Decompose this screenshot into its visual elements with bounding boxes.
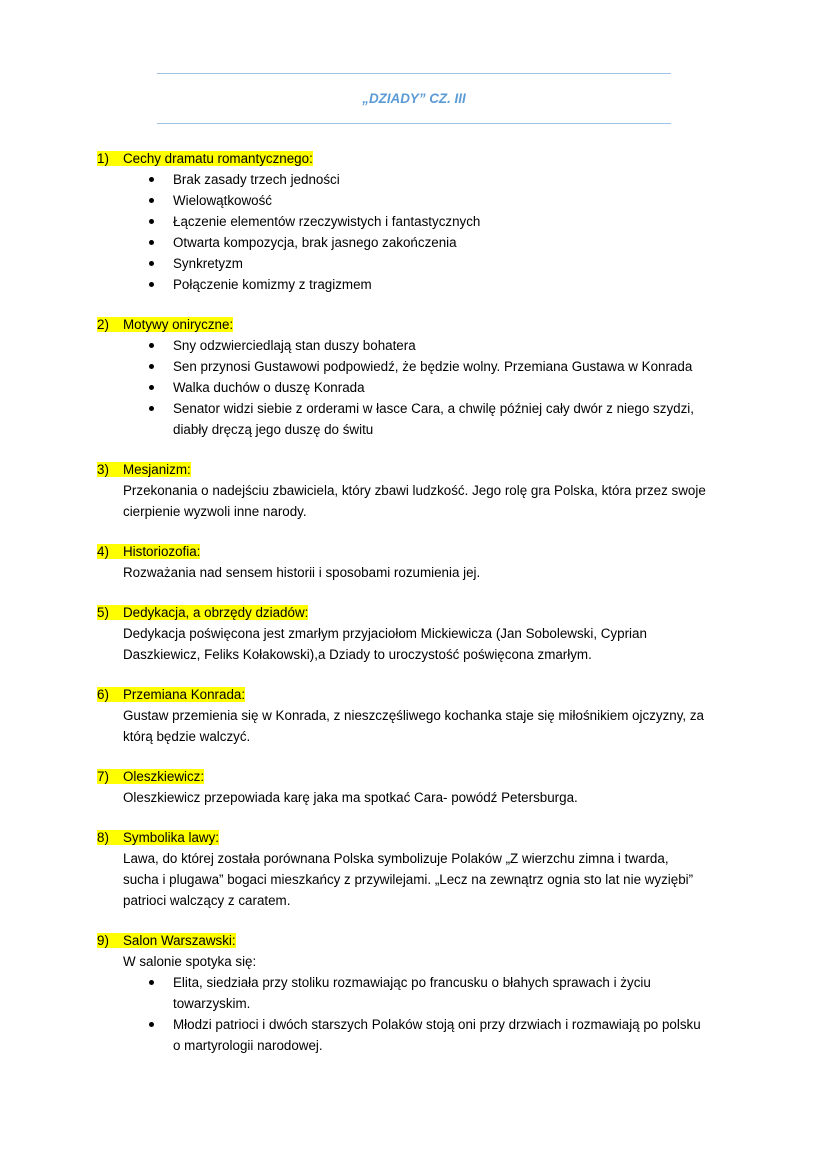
bullet-item: Senator widzi siebie z orderami w łasce Cara, a chwilę później cały dwór z niego szydzi, diabły dręczą jego duszę do świtu (173, 398, 747, 440)
section-heading-highlight (97, 317, 233, 332)
section (97, 148, 747, 295)
section-text-line: patrioci walczący z caratem. (123, 893, 291, 908)
section-heading-highlight (97, 544, 200, 559)
section-heading (97, 314, 747, 335)
section-heading-text: Cechy dramatu romantycznego: (123, 151, 313, 166)
bullet-item: Brak zasady trzech jedności (173, 169, 747, 190)
section (97, 684, 747, 747)
section-number: 3) (97, 462, 109, 477)
section-text-line: Przekonania o nadejściu zbawiciela, który zbawi ludzkość. Jego rolę gra Polska, która przez swoje (123, 483, 706, 498)
section-text-line: Daszkiewicz, Feliks Kołakowski),a Dziady to uroczystość poświęcona zmarłym. (123, 647, 592, 662)
title-bottom-rule (157, 123, 671, 124)
bullet-item: Młodzi patrioci i dwóch starszych Polaków stoją oni przy drzwiach i rozmawiają po polsku o martyrologii narodowej. (173, 1014, 747, 1056)
section-heading (97, 148, 747, 169)
section-heading-text: Historiozofia: (123, 544, 201, 559)
section (97, 541, 747, 583)
section-number: 8) (97, 830, 109, 845)
section-heading (97, 602, 747, 623)
bullet-item: Synkretyzm (173, 253, 747, 274)
section-heading (97, 684, 747, 705)
section-heading (97, 541, 747, 562)
section-heading-highlight (97, 769, 204, 784)
bullet-item: Łączenie elementów rzeczywistych i fantastycznych (173, 211, 747, 232)
section (97, 930, 747, 1056)
bullet-list (97, 335, 747, 440)
section-heading-text: Mesjanizm: (123, 462, 191, 477)
bullet-item: Otwarta kompozycja, brak jasnego zakończenia (173, 232, 747, 253)
section-number: 7) (97, 769, 109, 784)
section-heading-highlight (97, 830, 219, 845)
section-heading (97, 827, 747, 848)
section-heading-text: Motywy oniryczne: (123, 317, 234, 332)
section-number: 4) (97, 544, 109, 559)
section-text-line: Dedykacja poświęcona jest zmarłym przyjaciołom Mickiewicza (Jan Sobolewski, Cyprian (123, 626, 647, 641)
section-number: 1) (97, 151, 109, 166)
section-text-line: W salonie spotyka się: (123, 954, 257, 969)
section-heading-text: Dedykacja, a obrzędy dziadów: (123, 605, 309, 620)
section-text-line: sucha i plugawa” bogaci mieszkańcy z przywilejami. „Lecz na zewnątrz ognia sto lat nie wyziębi” (123, 872, 694, 887)
section-text-line: którą będzie walczyć. (123, 729, 251, 744)
section-heading-highlight (97, 687, 245, 702)
section-number: 9) (97, 933, 109, 948)
section-text-line: Rozważania nad sensem historii i sposobami rozumienia jej. (123, 565, 481, 580)
section-number: 2) (97, 317, 109, 332)
section-heading-highlight (97, 462, 191, 477)
bullet-item: Sen przynosi Gustawowi podpowiedź, że będzie wolny. Przemiana Gustawa w Konrada (173, 356, 747, 377)
section-heading (97, 459, 747, 480)
section-heading-text: Salon Warszawski: (123, 933, 236, 948)
section (97, 602, 747, 665)
bullet-list (97, 972, 747, 1056)
section-number: 6) (97, 687, 109, 702)
section (97, 766, 747, 808)
section-text-line: Gustaw przemienia się w Konrada, z nieszczęśliwego kochanka staje się miłośnikiem ojczyzny, za (123, 708, 705, 723)
section-number: 5) (97, 605, 109, 620)
title-top-rule (157, 73, 671, 74)
document-title: „DZIADY” CZ. III (362, 91, 466, 106)
section-heading-highlight (97, 151, 313, 166)
section-heading-text: Oleszkiewicz: (123, 769, 205, 784)
section-heading (97, 930, 747, 951)
section-list (97, 148, 747, 1075)
section-heading-text: Przemiana Konrada: (123, 687, 246, 702)
section (97, 314, 747, 440)
section-text-line: cierpienie wyzwoli inne narody. (123, 504, 307, 519)
bullet-item: Połączenie komizmy z tragizmem (173, 274, 747, 295)
section-heading-highlight (97, 933, 236, 948)
bullet-list (97, 169, 747, 295)
section-heading-text: Symbolika lawy: (123, 830, 219, 845)
section-text-line: Lawa, do której została porównana Polska symbolizuje Polaków „Z wierzchu zimna i twarda, (123, 851, 669, 866)
bullet-item: Walka duchów o duszę Konrada (173, 377, 747, 398)
section-heading-highlight (97, 605, 308, 620)
bullet-item: Elita, siedziała przy stoliku rozmawiając po francusku o błahych sprawach i życiu towarzyskim. (173, 972, 747, 1014)
section-text-line: Oleszkiewicz przepowiada karę jaka ma spotkać Cara- powódź Petersburga. (123, 790, 578, 805)
bullet-item: Sny odzwierciedlają stan duszy bohatera (173, 335, 747, 356)
section-heading (97, 766, 747, 787)
bullet-item: Wielowątkowość (173, 190, 747, 211)
section (97, 827, 747, 911)
section (97, 459, 747, 522)
